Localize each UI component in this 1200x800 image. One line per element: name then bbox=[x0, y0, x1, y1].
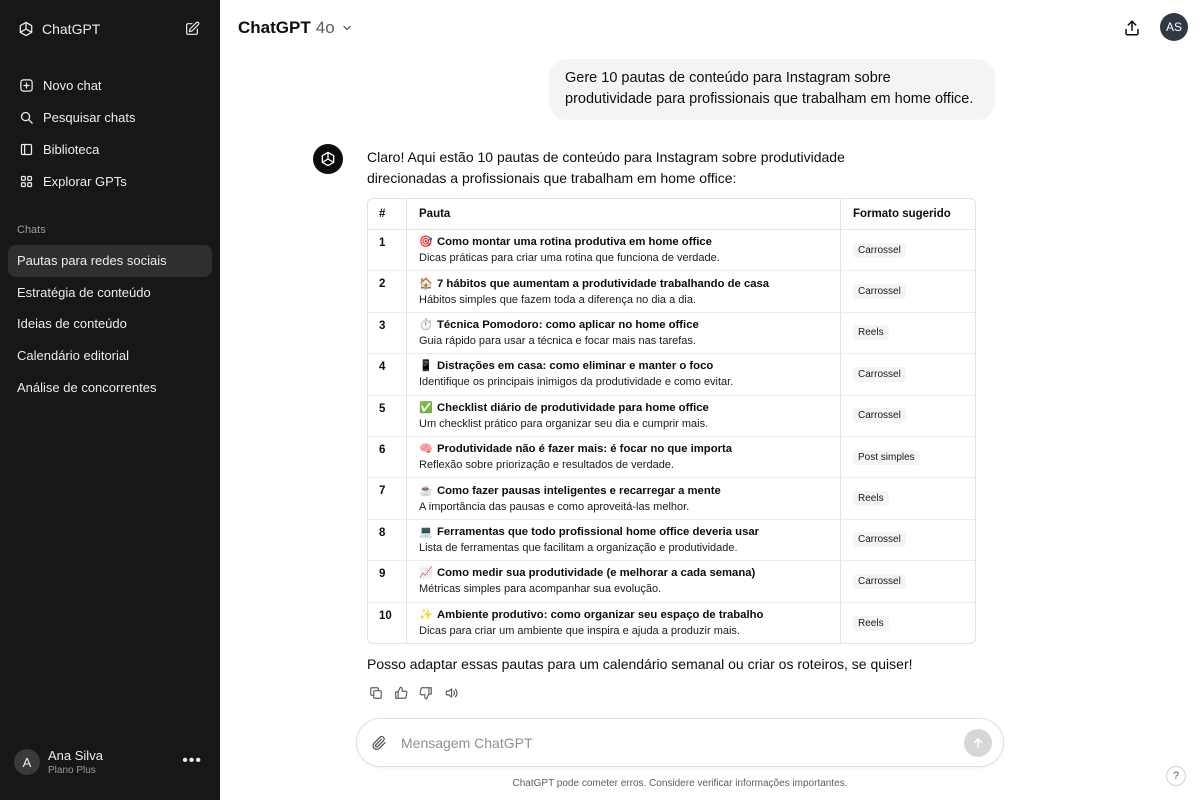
library-icon bbox=[17, 140, 35, 158]
row-number: 8 bbox=[379, 526, 386, 539]
nav-item-label: Pesquisar chats bbox=[43, 109, 136, 125]
format-badge: Carrossel bbox=[853, 367, 906, 382]
assistant-outro-text: Posso adaptar essas pautas para um calendário semanal ou criar os roteiros, se quiser! bbox=[367, 656, 913, 672]
pauta-title-line bbox=[419, 441, 732, 457]
user-message-bubble: Gere 10 pautas de conteúdo para Instagram sobre produtividade para profissionais que trabalham em home office. bbox=[549, 59, 995, 120]
pauta-title-line bbox=[419, 607, 763, 623]
pauta-title: Como montar uma rotina produtiva em home office bbox=[437, 236, 712, 249]
pauta-description: Um checklist prático para organizar seu dia e cumprir mais. bbox=[419, 417, 709, 430]
pauta-title-line bbox=[419, 358, 713, 374]
format-badge: Carrossel bbox=[853, 243, 906, 258]
chat-item[interactable]: Análise de concorrentes bbox=[17, 379, 157, 395]
pauta-emoji-icon: 📈 bbox=[419, 567, 433, 580]
header-format: Formato sugerido bbox=[840, 199, 975, 229]
table-row bbox=[368, 478, 975, 519]
header-pauta: Pauta bbox=[406, 199, 840, 229]
row-format bbox=[840, 603, 975, 644]
pauta-title: Produtividade não é fazer mais: é focar no que importa bbox=[437, 443, 733, 456]
row-pauta bbox=[406, 313, 840, 353]
model-selector[interactable] bbox=[238, 18, 353, 38]
pauta-emoji-icon: ✅ bbox=[419, 401, 433, 414]
row-format bbox=[840, 437, 975, 477]
sidebar-header bbox=[16, 18, 204, 40]
nav-item-label: Explorar GPTs bbox=[43, 173, 127, 189]
pauta-title-line bbox=[419, 565, 755, 581]
model-name: ChatGPT bbox=[238, 18, 311, 37]
user-plan: Plano Plus bbox=[48, 765, 96, 776]
format-badge: Carrossel bbox=[853, 408, 906, 423]
search-icon bbox=[17, 108, 35, 126]
pauta-title-line bbox=[419, 400, 709, 416]
row-pauta bbox=[406, 561, 840, 601]
table-body bbox=[368, 230, 975, 644]
table-header bbox=[368, 199, 975, 230]
pauta-description: Guia rápido para usar a técnica e focar mais nas tarefas. bbox=[419, 334, 696, 347]
pauta-emoji-icon: 🧠 bbox=[419, 443, 433, 456]
pauta-description: Métricas simples para acompanhar sua evolução. bbox=[419, 583, 662, 596]
assistant-avatar-icon bbox=[313, 144, 343, 174]
message-composer bbox=[356, 718, 1004, 767]
table-row bbox=[368, 437, 975, 478]
format-badge: Carrossel bbox=[853, 574, 906, 589]
model-version: 4o bbox=[315, 18, 335, 37]
attach-icon[interactable] bbox=[369, 732, 389, 754]
new-chat-edit-icon[interactable] bbox=[182, 19, 202, 39]
table-row bbox=[368, 230, 975, 271]
table-row bbox=[368, 561, 975, 602]
row-number: 4 bbox=[379, 361, 386, 374]
row-number: 9 bbox=[379, 568, 386, 581]
user-info bbox=[48, 748, 103, 776]
row-pauta bbox=[406, 478, 840, 518]
header-number: # bbox=[379, 208, 386, 220]
pauta-title: Como medir sua produtividade (e melhorar a cada semana) bbox=[437, 567, 756, 580]
row-number: 7 bbox=[379, 485, 386, 498]
pauta-title-line bbox=[419, 276, 769, 292]
row-number: 5 bbox=[379, 402, 386, 415]
row-format bbox=[840, 478, 975, 518]
row-pauta bbox=[406, 520, 840, 560]
chat-item-active[interactable]: Pautas para redes sociais bbox=[8, 245, 212, 277]
row-pauta bbox=[406, 437, 840, 477]
row-format bbox=[840, 561, 975, 601]
pauta-title: Distrações em casa: como eliminar e manter o foco bbox=[437, 360, 714, 373]
pauta-title: Ambiente produtivo: como organizar seu espaço de trabalho bbox=[437, 609, 764, 622]
chat-item[interactable]: Estratégia de conteúdo bbox=[17, 284, 151, 300]
thumbs-down-icon[interactable] bbox=[417, 684, 435, 702]
format-badge: Post simples bbox=[853, 450, 920, 465]
content-ideas-table bbox=[367, 198, 976, 644]
message-actions bbox=[367, 684, 467, 702]
pauta-emoji-icon: 🎯 bbox=[419, 236, 433, 249]
pauta-title: Técnica Pomodoro: como aplicar no home office bbox=[437, 318, 699, 331]
pauta-description: Dicas práticas para criar uma rotina que funciona de verdade. bbox=[419, 252, 720, 265]
row-format bbox=[840, 271, 975, 311]
row-number: 6 bbox=[379, 443, 386, 456]
pauta-title: Como fazer pausas inteligentes e recarregar a mente bbox=[437, 484, 721, 497]
format-badge: Reels bbox=[853, 325, 889, 340]
message-input[interactable] bbox=[401, 732, 941, 754]
row-format bbox=[840, 230, 975, 270]
pauta-description: A importância das pausas e como aproveitá-las melhor. bbox=[419, 500, 690, 513]
pauta-emoji-icon: 📱 bbox=[419, 360, 433, 373]
more-options-icon[interactable]: ••• bbox=[182, 752, 202, 769]
disclaimer: ChatGPT pode cometer erros. Considere verificar informações importantes. bbox=[512, 778, 848, 789]
pauta-description: Hábitos simples que fazem toda a diferença no dia a dia. bbox=[419, 293, 696, 306]
nav-item-new-chat[interactable] bbox=[8, 69, 212, 101]
pauta-title: Checklist diário de produtividade para home office bbox=[437, 401, 709, 414]
nav-item-label: Biblioteca bbox=[43, 141, 100, 157]
pauta-emoji-icon: 🏠 bbox=[419, 277, 433, 290]
pauta-description: Reflexão sobre priorização e resultados de verdade. bbox=[419, 459, 674, 472]
table-row bbox=[368, 313, 975, 354]
nav-item-search-chats[interactable] bbox=[8, 101, 212, 133]
nav-item-library[interactable] bbox=[8, 133, 212, 165]
sidebar bbox=[0, 0, 220, 800]
row-format bbox=[840, 354, 975, 394]
row-format bbox=[840, 396, 975, 436]
avatar: A bbox=[14, 749, 40, 775]
table-row bbox=[368, 520, 975, 561]
avatar[interactable]: AS bbox=[1160, 13, 1188, 41]
pauta-emoji-icon: 💻 bbox=[419, 525, 433, 538]
pauta-title-line bbox=[419, 317, 699, 333]
pauta-emoji-icon: ✨ bbox=[419, 609, 433, 622]
nav-item-explore-gpts[interactable] bbox=[8, 165, 212, 197]
sidebar-nav bbox=[8, 69, 212, 197]
row-number: 1 bbox=[379, 237, 386, 249]
pauta-title-line bbox=[419, 483, 721, 499]
table-row bbox=[368, 396, 975, 437]
row-format bbox=[840, 313, 975, 353]
send-button[interactable] bbox=[964, 729, 992, 757]
user-profile[interactable] bbox=[14, 744, 206, 780]
format-badge: Reels bbox=[853, 491, 889, 506]
new-chat-icon bbox=[17, 76, 35, 94]
table-row bbox=[368, 603, 975, 644]
table-row bbox=[368, 354, 975, 395]
chat-item[interactable]: Calendário editorial bbox=[17, 348, 130, 364]
format-badge: Reels bbox=[853, 616, 889, 631]
speaker-icon[interactable] bbox=[442, 684, 460, 702]
pauta-title: 7 hábitos que aumentam a produtividade trabalhando de casa bbox=[437, 277, 770, 290]
row-format bbox=[840, 520, 975, 560]
arrow-up-icon bbox=[971, 736, 985, 750]
pauta-title-line bbox=[419, 524, 759, 540]
nav-item-label: Novo chat bbox=[43, 77, 102, 93]
pauta-emoji-icon: ⏱️ bbox=[419, 318, 433, 331]
row-pauta bbox=[406, 271, 840, 311]
format-badge: Carrossel bbox=[853, 532, 906, 547]
row-pauta bbox=[406, 396, 840, 436]
copy-icon[interactable] bbox=[367, 684, 385, 702]
chat-history-list bbox=[8, 245, 212, 403]
row-number: 2 bbox=[379, 278, 386, 291]
user-name: Ana Silva bbox=[48, 748, 103, 763]
format-badge: Carrossel bbox=[853, 284, 906, 299]
grid-icon bbox=[17, 172, 35, 190]
row-number: 10 bbox=[379, 609, 392, 622]
pauta-emoji-icon: ☕ bbox=[419, 484, 433, 497]
chats-section-label: Chats bbox=[17, 224, 46, 236]
pauta-description: Lista de ferramentas que facilitam a organização e produtividade. bbox=[419, 541, 738, 554]
chat-item[interactable]: Ideias de conteúdo bbox=[17, 316, 127, 332]
openai-logo-icon[interactable] bbox=[16, 19, 36, 39]
assistant-intro-text: Claro! Aqui estão 10 pautas de conteúdo para Instagram sobre produtividade direcionadas a profissionais que trabalham em home office: bbox=[367, 149, 845, 186]
row-pauta bbox=[406, 354, 840, 394]
brand-name[interactable]: ChatGPT bbox=[42, 21, 101, 37]
table-row bbox=[368, 271, 975, 312]
pauta-description: Identifique os principais inimigos da produtividade e como evitar. bbox=[419, 376, 734, 389]
share-icon[interactable] bbox=[1122, 17, 1142, 39]
row-number: 3 bbox=[379, 319, 386, 332]
pauta-title-line bbox=[419, 234, 712, 250]
row-pauta bbox=[406, 603, 840, 644]
row-pauta bbox=[406, 230, 840, 270]
help-button[interactable]: ? bbox=[1166, 766, 1186, 786]
chevron-down-icon bbox=[341, 22, 353, 34]
pauta-description: Dicas para criar um ambiente que inspira e ajuda a produzir mais. bbox=[419, 625, 740, 638]
pauta-title: Ferramentas que todo profissional home office deveria usar bbox=[437, 525, 760, 538]
thumbs-up-icon[interactable] bbox=[392, 684, 410, 702]
